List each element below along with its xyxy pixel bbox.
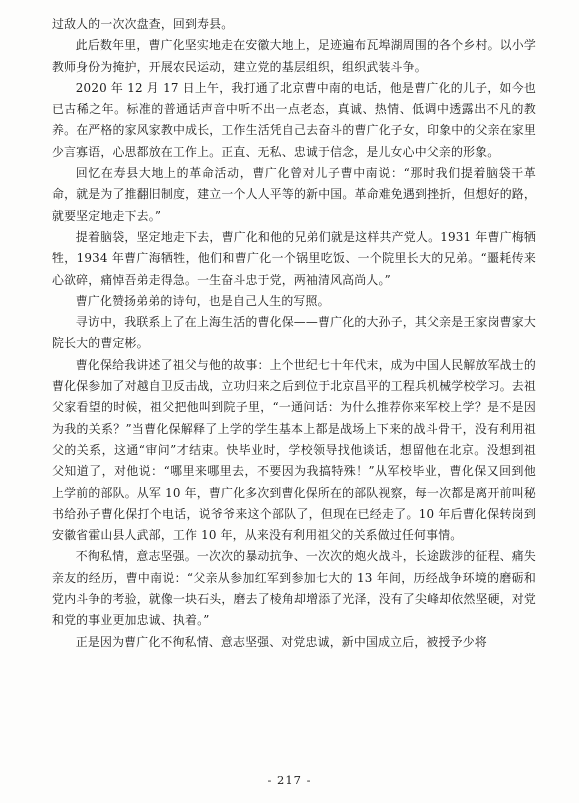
paragraph: 寻访中，我联系上了在上海生活的曹化保——曹广化的大孙子，其父亲是王家岗曹家大院长大的曹定彬。 (52, 315, 536, 351)
paragraph-continuation: 过敌人的一次次盘查，回到寿县。 (52, 17, 234, 31)
body-text (52, 14, 536, 653)
paragraph: 2020 年 12 月 17 日上午，我打通了北京曹中南的电话，他是曹广化的儿子，如今也已古稀之年。标准的普通话声音中听不出一点老态，真诚、热情、低调中透露出不凡的教养。在严格的家风家教中成长，工作生活凭自己去奋斗的曹广化子女，印象中的父亲在家里少言寡语，心思都放在工作上。正直、无私、忠诚于信念，是儿女心中父亲的形象。 (52, 80, 536, 159)
paragraph: 曹化保给我讲述了祖父与他的故事：上个世纪七十年代末，成为中国人民解放军战士的曹化保参加了对越自卫反击战，立功归来之后到位于北京昌平的工程兵机械学校学习。去祖父家看望的时候，祖父把他叫到院子里，“一通问话：为什么推荐你来军校上学？是不是因为我的关系？”当曹化保解释了上学的学生基本上都是战场上下来的战斗骨干，没有利用祖父的关系，这通“审问”才结束。快毕业时，学校领导找他谈话，想留他在北京。没想到祖父知道了，对他说：“哪里来哪里去，不要因为我搞特殊！”从军校毕业，曹化保又回到他上学前的部队。从军 10 年，曹广化多次到曹化保所在的部队视察，每一次都是离开前叫秘书给孙子曹化保打个电话，说爷爷来这个部队了，但现在已经走了。10 年后曹化保转岗到安徽省霍山县人武部，工作 10 年，从来没有利用祖父的关系做过任何事情。 (52, 357, 536, 543)
paragraph: 正是因为曹广化不徇私情、意志坚强、对党忠诚，新中国成立后，被授予少将 (75, 634, 487, 649)
paragraph: 曹广化赞扬弟弟的诗句，也是自己人生的写照。 (75, 293, 330, 308)
paragraph: 此后数年里，曹广化坚实地走在安徽大地上，足迹遍布瓦埠湖周围的各个乡村。以小学教师身份为掩护，开展农民运动，建立党的基层组织，组织武装斗争。 (52, 38, 536, 74)
paragraph: 回忆在寿县大地上的革命活动，曹广化曾对儿子曹中南说：“那时我们提着脑袋干革命，就是为了推翻旧制度，建立一个人人平等的新中国。革命难免遇到挫折，但想好的路，就要坚定地走下去。” (52, 166, 536, 223)
page-number: - 217 - (267, 773, 312, 787)
paragraph: 提着脑袋，坚定地走下去，曹广化和他的兄弟们就是这样共产党人。1931 年曹广梅牺牲，1934 年曹广海牺牲，他们和曹广化一个锅里吃饭、一个院里长大的兄弟。“噩耗传来心欲碎，痛悼吾弟走得急。一生奋斗忠于党，两袖清风高尚人。” (52, 229, 536, 287)
paragraph: 不徇私情，意志坚强。一次次的暴动抗争、一次次的炮火战斗，长途跋涉的征程、痛失亲友的经历，曹中南说：“父亲从参加红军到参加七大的 13 年间，历经战争环境的磨砺和党内斗争的考验，就像一块石头，磨去了棱角却增添了光泽，没有了尖峰却依然坚硬，对党和党的事业更加忠诚、执着。” (52, 549, 536, 628)
